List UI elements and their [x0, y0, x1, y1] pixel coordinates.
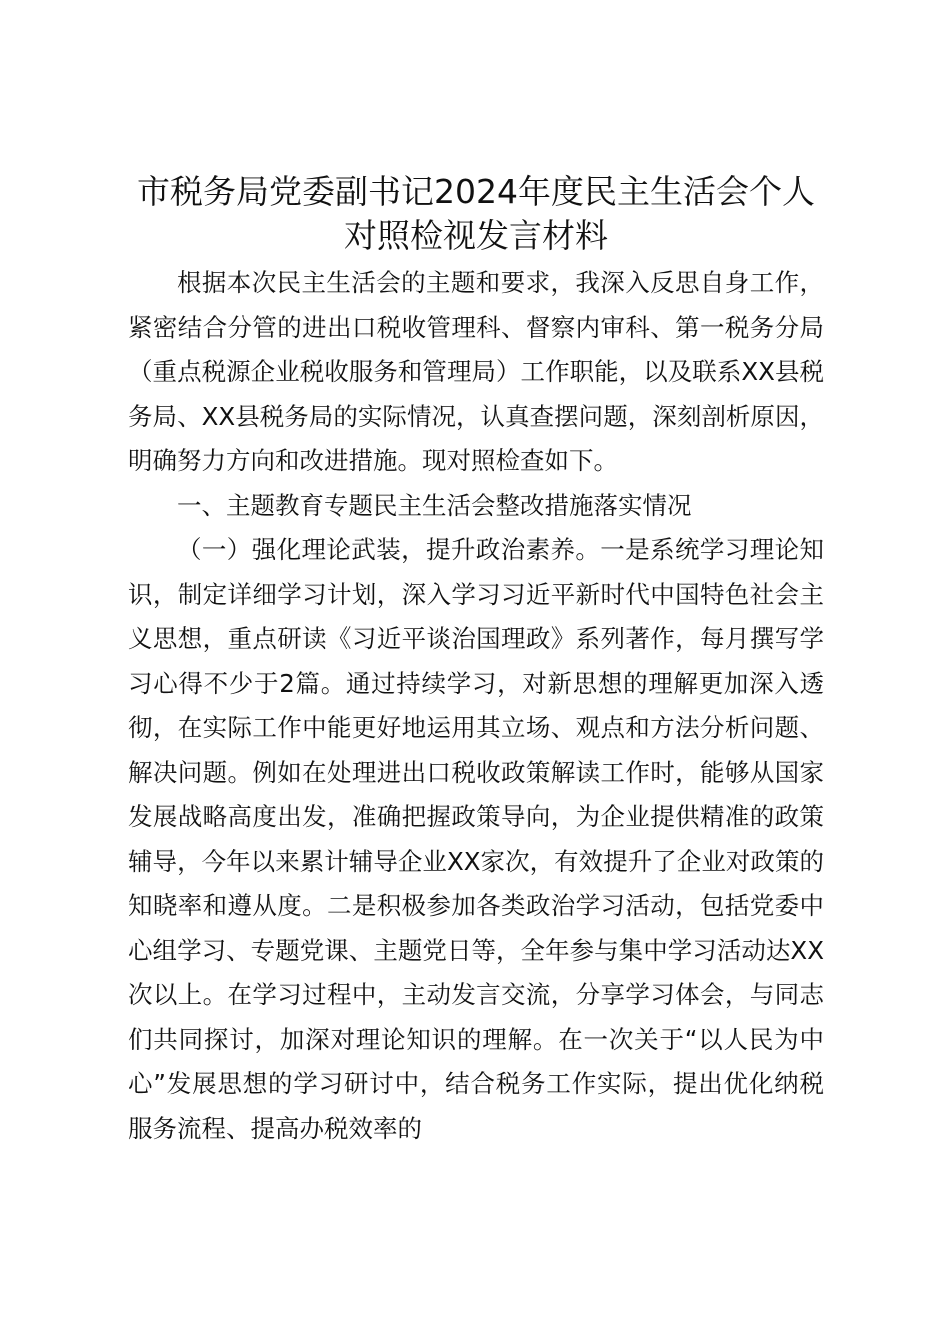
- document-title: 市税务局党委副书记2024年度民主生活会个人对照检视发言材料: [137, 172, 815, 255]
- document-page: [128, 170, 824, 1151]
- body-paragraph: （一）强化理论武装，提升政治素养。一是系统学习理论知识，制定详细学习计划，深入学习习近平新时代中国特色社会主义思想，重点研读《习近平谈治国理政》系列著作，每月撰写学习心得不少于2篇。通过持续学习，对新思想的理解更加深入透彻，在实际工作中能更好地运用其立场、观点和方法分析问题、解决问题。例如在处理进出口税收政策解读工作时，能够从国家发展战略高度出发，准确把握政策导向，为企业提供精准的政策辅导，今年以来累计辅导企业XX家次，有效提升了企业对政策的知晓率和遵从度。二是积极参加各类政治学习活动，包括党委中心组学习、专题党课、主题党日等，全年参与集中学习活动达XX次以上。在学习过程中，主动发言交流，分享学习体会，与同志们共同探讨，加深对理论知识的理解。在一次关于“以人民为中心”发展思想的学习研讨中，结合税务工作实际，提出优化纳税服务流程、提高办税效率的: [128, 535, 824, 1143]
- section-heading: 一、主题教育专题民主生活会整改措施落实情况: [177, 490, 692, 520]
- intro-paragraph: 根据本次民主生活会的主题和要求，我深入反思自身工作，紧密结合分管的进出口税收管理科、督察内审科、第一税务分局（重点税源企业税收服务和管理局）工作职能，以及联系XX县税务局、XX县税务局的实际情况，认真查摆问题，深刻剖析原因，明确努力方向和改进措施。现对照检查如下。: [128, 268, 824, 475]
